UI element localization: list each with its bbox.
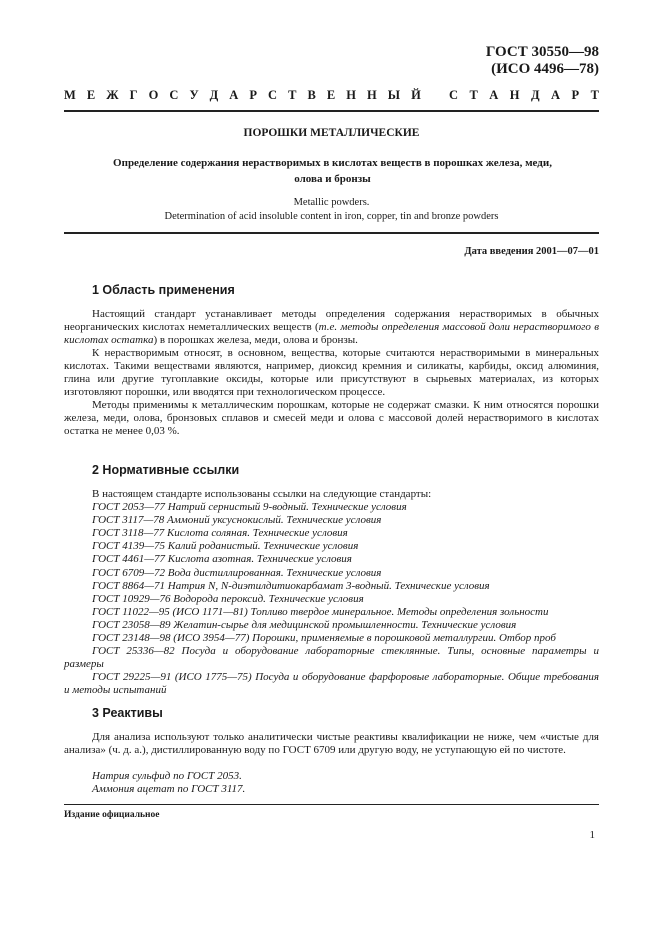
- section1-body: [64, 308, 599, 438]
- reference-item: ГОСТ 23148—98 (ИСО 3954—77) Порошки, применяемые в порошковой металлургии. Отбор проб: [92, 632, 556, 645]
- english-title-line1: Metallic powders.: [293, 197, 370, 208]
- reference-item: ГОСТ 8864—71 Натрия N, N-диэтилдитиокарбамат 3-водный. Технические условия: [92, 579, 490, 592]
- section1-paragraph3: Методы применимы к металлическим порошкам, которые не содержат смазки. К ним относятся порошки железа, меди, олова, бронзовых сплавов и смесей меди и олова с массовой долей нерастворимого в кислотах остатка не менее 0,03 %.: [64, 399, 599, 437]
- section3-body: [64, 731, 599, 757]
- reference-item: ГОСТ 4139—75 Калий роданистый. Технические условия: [92, 540, 359, 553]
- header-rule: [64, 110, 599, 112]
- reference-item: ГОСТ 6709—72 Вода дистиллированная. Технические условия: [92, 566, 382, 579]
- reagent-item: Натрия сульфид по ГОСТ 2053.: [92, 770, 242, 782]
- section1-heading: 1 Область применения: [92, 283, 235, 297]
- section1-paragraph1: Настоящий стандарт устанавливает методы определения содержания нерастворимых в обычных неорганических кислотах неметаллических веществ (т.е. методы определения массовой доли нерастворимого в кислотах остатка) в порошках железа, меди, олова и бронзы.: [64, 308, 599, 346]
- reference-item: ГОСТ 3118—77 Кислота соляная. Технические условия: [92, 527, 348, 540]
- section3-heading: 3 Реактивы: [92, 706, 163, 720]
- reference-item: ГОСТ 4461—77 Кислота азотная. Технические условия: [92, 553, 352, 566]
- document-subtitle: Определение содержания нерастворимых в кислотах веществ в порошках железа, меди, олова и бронзы: [113, 157, 552, 185]
- english-title-line2: Determination of acid insoluble content in iron, copper, tin and bronze powders: [164, 211, 499, 222]
- introduction-date: Дата введения 2001—07—01: [464, 246, 599, 257]
- standard-number-block: [486, 44, 599, 78]
- document-title: ПОРОШКИ МЕТАЛЛИЧЕСКИЕ: [243, 127, 420, 139]
- reference-item: ГОСТ 10929—76 Водорода пероксид. Технические условия: [92, 592, 364, 605]
- standard-banner: [64, 88, 599, 103]
- section3-paragraph1: Для анализа используют только аналитически чистые реактивы квалификации не ниже, чем «чистые для анализа» (ч. д. а.), дистиллированную воду по ГОСТ 6709 или другую воду, не уступающую ей по чистоте.: [64, 731, 599, 756]
- reference-item: ГОСТ 2053—77 Натрий сернистый 9-водный. Технические условия: [92, 501, 407, 514]
- normative-references: [64, 488, 599, 698]
- reference-item: ГОСТ 29225—91 (ИСО 1775—75) Посуда и оборудование фарфоровые лабораторные. Общие требования и методы испытаний: [64, 671, 599, 697]
- footer-rule: [64, 804, 599, 805]
- section2-heading: 2 Нормативные ссылки: [92, 463, 240, 477]
- references-intro: В настоящем стандарте использованы ссылки на следующие стандарты:: [92, 488, 432, 500]
- page-number: 1: [589, 829, 595, 841]
- standard-number: ГОСТ 30550—98: [485, 44, 599, 60]
- reference-item: ГОСТ 11022—95 (ИСО 1171—81) Топливо твердое минеральное. Методы определения зольности: [92, 605, 549, 618]
- iso-number: (ИСО 4496—78): [491, 61, 599, 77]
- reference-item: ГОСТ 23058—89 Желатин-сырье для медицинской промышленности. Технические условия: [92, 618, 517, 631]
- reagent-item: Аммония ацетат по ГОСТ 3117.: [92, 783, 246, 795]
- section1-paragraph2: К нерастворимым относят, в основном, вещества, которые считаются нерастворимыми в минеральных кислотах. Такими веществами являются, например, диоксид кремния и силикаты, карбиды, оксид алюминия, глина или другие тугоплавкие оксиды, которые или присутствуют в сырьевых материалах, из которых изготовляют порошки, или вводятся при технологическом процессе.: [64, 347, 599, 398]
- banner-word-standard: С Т А Н Д А Р Т: [449, 88, 599, 102]
- title-rule: [64, 232, 599, 234]
- banner-word-interstate: М Е Ж Г О С У Д А Р С Т В Е Н Н Ы Й: [64, 88, 421, 102]
- english-title: [64, 196, 599, 224]
- official-edition-label: Издание официальное: [64, 810, 160, 820]
- reference-item: ГОСТ 3117—78 Аммоний уксуснокислый. Технические условия: [92, 514, 382, 527]
- reference-item: ГОСТ 25336—82 Посуда и оборудование лабораторные стеклянные. Типы, основные параметры и размеры: [64, 645, 599, 671]
